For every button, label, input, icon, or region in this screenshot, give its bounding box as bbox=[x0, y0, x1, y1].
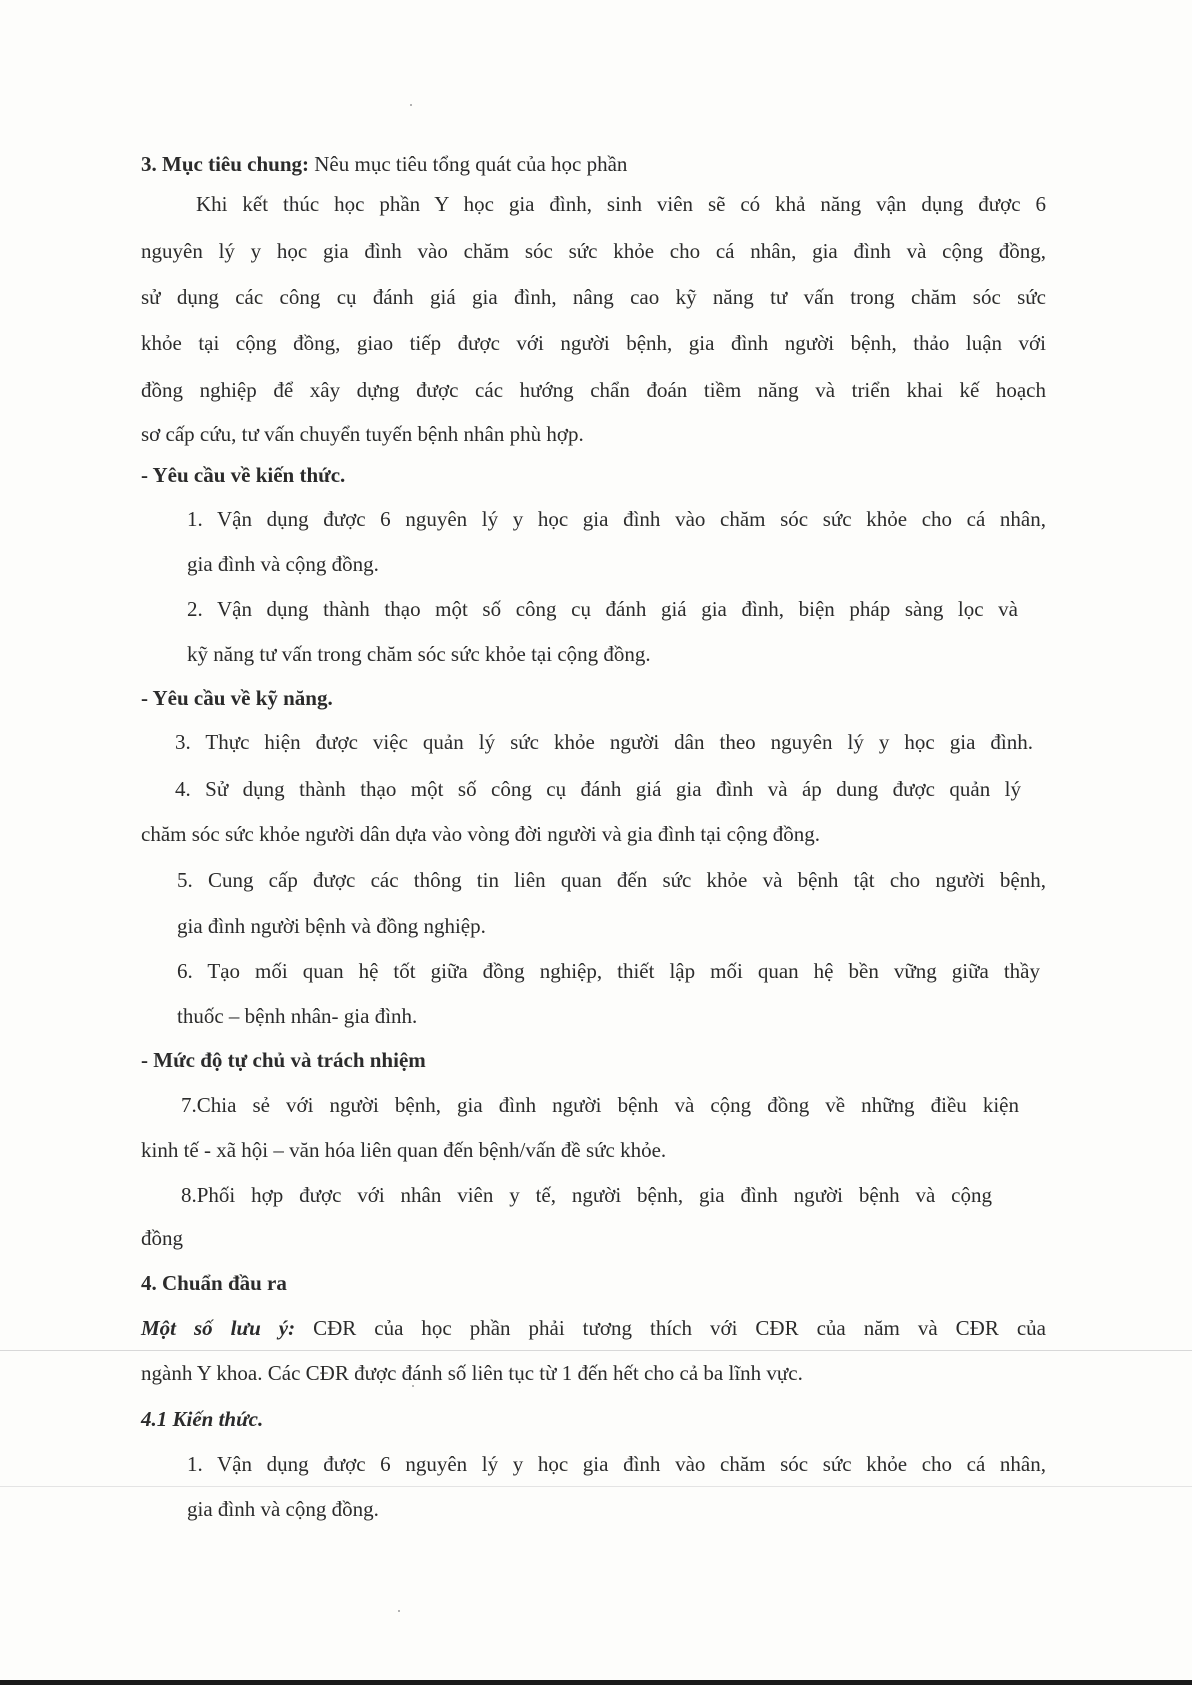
knowledge-item-1: 1. Vận dụng được 6 nguyên lý y học gia đình vào chăm sóc sức khỏe cho cá nhân, bbox=[187, 507, 1046, 531]
scan-line bbox=[0, 1486, 1192, 1487]
note-text: CĐR của học phần phải tương thích với CĐR của năm và CĐR của bbox=[295, 1316, 1046, 1340]
section-3-heading-text: Nêu mục tiêu tổng quát của học phần bbox=[309, 152, 628, 176]
paragraph-line: đồng nghiệp để xây dựng được các hướng chẩn đoán tiềm năng và triển khai kế hoạch bbox=[141, 378, 1046, 402]
paragraph-line: sơ cấp cứu, tư vấn chuyển tuyến bệnh nhân phù hợp. bbox=[141, 422, 584, 446]
scan-speck bbox=[398, 1610, 400, 1612]
skills-item-5-cont: gia đình người bệnh và đồng nghiệp. bbox=[177, 914, 486, 938]
knowledge-item-2-cont: kỹ năng tư vấn trong chăm sóc sức khỏe tại cộng đồng. bbox=[187, 642, 651, 666]
outcome-item-1-cont: gia đình và cộng đồng. bbox=[187, 1497, 379, 1521]
scan-line bbox=[0, 1350, 1192, 1351]
section-4-1-heading: 4.1 Kiến thức. bbox=[141, 1407, 264, 1431]
skills-item-5: 5. Cung cấp được các thông tin liên quan đến sức khỏe và bệnh tật cho người bệnh, bbox=[177, 868, 1046, 892]
paragraph-line: khỏe tại cộng đồng, giao tiếp được với người bệnh, gia đình người bệnh, thảo luận với bbox=[141, 331, 1046, 355]
autonomy-item-8: 8.Phối hợp được với nhân viên y tế, người bệnh, gia đình người bệnh và cộng bbox=[181, 1183, 992, 1207]
skills-item-4: 4. Sử dụng thành thạo một số công cụ đánh giá gia đình và áp dung được quản lý bbox=[175, 777, 1021, 801]
skills-heading: - Yêu cầu về kỹ năng. bbox=[141, 686, 333, 710]
section-3-heading-label: 3. Mục tiêu chung: bbox=[141, 152, 309, 176]
section-4-heading: 4. Chuẩn đầu ra bbox=[141, 1271, 287, 1295]
note-label: Một số lưu ý: bbox=[141, 1316, 296, 1340]
section-4-note bbox=[141, 1315, 1046, 1341]
autonomy-item-8-cont: đồng bbox=[141, 1226, 183, 1250]
skills-item-6-cont: thuốc – bệnh nhân- gia đình. bbox=[177, 1004, 418, 1028]
section-4-note-cont: ngành Y khoa. Các CĐR được đánh số liên tục từ 1 đến hết cho cả ba lĩnh vực. bbox=[141, 1361, 803, 1385]
autonomy-item-7: 7.Chia sẻ với người bệnh, gia đình người bệnh và cộng đồng về những điều kiện bbox=[181, 1093, 1019, 1117]
knowledge-heading: - Yêu cầu về kiến thức. bbox=[141, 463, 346, 487]
skills-item-6: 6. Tạo mối quan hệ tốt giữa đồng nghiệp, thiết lập mối quan hệ bền vững giữa thầy bbox=[177, 959, 1040, 983]
skills-item-3: 3. Thực hiện được việc quản lý sức khỏe người dân theo nguyên lý y học gia đình. bbox=[175, 730, 1033, 754]
autonomy-item-7-cont: kinh tế - xã hội – văn hóa liên quan đến bệnh/vấn đề sức khỏe. bbox=[141, 1138, 667, 1162]
scan-bottom-edge bbox=[0, 1680, 1192, 1685]
knowledge-item-1-cont: gia đình và cộng đồng. bbox=[187, 552, 379, 576]
autonomy-heading: - Mức độ tự chủ và trách nhiệm bbox=[141, 1048, 426, 1072]
skills-item-4-cont: chăm sóc sức khỏe người dân dựa vào vòng đời người và gia đình tại cộng đồng. bbox=[141, 822, 820, 846]
knowledge-item-2: 2. Vận dụng thành thạo một số công cụ đánh giá gia đình, biện pháp sàng lọc và bbox=[187, 597, 1018, 621]
scan-speck bbox=[410, 104, 412, 106]
paragraph-line: Khi kết thúc học phần Y học gia đình, sinh viên sẽ có khả năng vận dụng được 6 bbox=[196, 192, 1046, 216]
section-3-heading bbox=[141, 151, 627, 177]
paragraph-line: sử dụng các công cụ đánh giá gia đình, nâng cao kỹ năng tư vấn trong chăm sóc sức bbox=[141, 285, 1046, 309]
paragraph-line: nguyên lý y học gia đình vào chăm sóc sức khỏe cho cá nhân, gia đình và cộng đồng, bbox=[141, 239, 1046, 263]
outcome-item-1: 1. Vận dụng được 6 nguyên lý y học gia đình vào chăm sóc sức khỏe cho cá nhân, bbox=[187, 1452, 1046, 1476]
